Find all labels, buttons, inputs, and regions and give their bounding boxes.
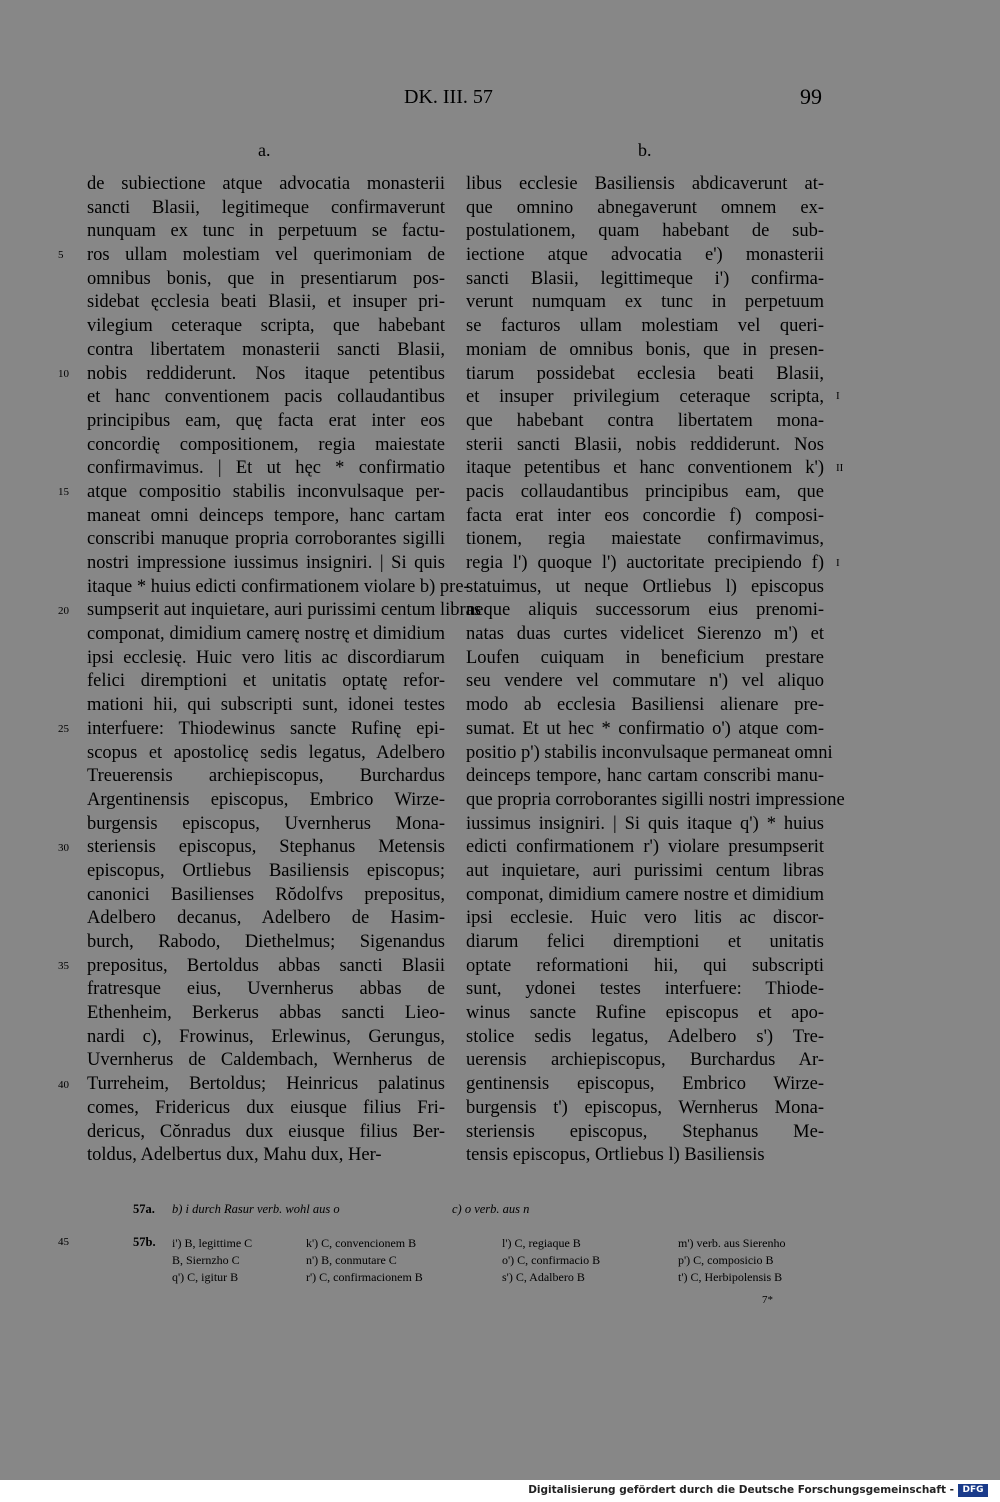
dfg-logo: DFG — [958, 1484, 988, 1497]
column-b-line: modo ab ecclesia Basiliensi alienare pre- — [466, 695, 824, 716]
column-b-line: winus sancte Rufine episcopus et apo- — [466, 1003, 824, 1024]
column-a-line: contra libertatem monasterii sancti Blasii, — [87, 339, 445, 360]
line-number: 10 — [58, 368, 69, 380]
line-number: 40 — [58, 1079, 69, 1091]
column-b-line: stolice sedis legatus, Adelbero s') Tre- — [466, 1026, 824, 1047]
column-b-line: statuimus, ut neque Ortliebus l) episcopus — [466, 576, 824, 597]
column-a-line: dericus, Cŏnradus dux eiusque filius Ber- — [87, 1121, 445, 1142]
column-b-line: deinceps tempore, hanc cartam conscribi manu- — [466, 766, 824, 787]
footnote-a-text: c) o verb. aus n — [452, 1202, 530, 1216]
line-number: 45 — [58, 1236, 69, 1248]
column-b-line: neque aliquis successorum eius prenomi- — [466, 600, 824, 621]
column-a-line: ipsi ecclesię. Huic vero litis ac discordiarum — [87, 647, 445, 668]
footnote-entry: k') C, convencionem B — [306, 1236, 417, 1250]
footnote-a-text: b) i durch Rasur verb. wohl aus o — [172, 1202, 340, 1216]
column-b-line: regia l') quoque l') auctoritate precipiendo f) — [466, 553, 824, 573]
line-number: 20 — [58, 605, 69, 617]
column-b-line: que habebant contra libertatem mona- — [466, 410, 824, 431]
column-b-line: ipsi ecclesie. Huic vero litis ac discor- — [466, 908, 824, 929]
column-a-line: itaque * huius edicti confirmationem violare b) pre- — [87, 576, 470, 597]
column-b-line: sterii sancti Blasii, nobis reddiderunt. Nos — [466, 434, 824, 455]
column-b-line: iectione atque advocatia e') monasterii — [466, 245, 824, 266]
column-a-line: sidebat ęcclesia beati Blasii, et insuper pri- — [87, 292, 445, 313]
column-b-line: sunt, ydonei testes interfuere: Thiode- — [466, 979, 824, 1000]
footnote-row — [172, 1269, 785, 1286]
column-b-line: aut inquietare, auri purissimi centum libras — [466, 860, 824, 881]
column-a-line: vilegium ceteraque scripta, que habebant — [87, 316, 445, 337]
column-a-line: Argentinensis episcopus, Embrico Wirze- — [87, 789, 445, 810]
column-b-line: iussimus insigniri. | Si quis itaque q') * huius — [466, 813, 824, 834]
line-number: 35 — [58, 960, 69, 972]
column-a-line: steriensis episcopus, Stephanus Metensis — [87, 837, 445, 858]
column-a-line: mationi hii, qui subscripti sunt, idonei testes — [87, 695, 445, 716]
footnote-entry: s') C, Adalbero B — [502, 1270, 585, 1284]
footnote-b-label: 57b. — [133, 1235, 156, 1249]
footnote-entry: n') B, conmutare C — [306, 1253, 397, 1267]
column-a-line: burch, Rabodo, Diethelmus; Sigenandus — [87, 932, 445, 952]
footnote-entry: p') C, composicio B — [678, 1253, 774, 1267]
column-b-line: et insuper privilegium ceteraque scripta, — [466, 387, 824, 408]
column-a-line: ros ullam molestiam vel querimoniam de — [87, 245, 445, 266]
footnote-entry: i') B, legittime C — [172, 1236, 253, 1250]
column-b-heading: b. — [638, 140, 652, 160]
column-a-line: Treuerensis archiepiscopus, Burchardus — [87, 766, 445, 787]
column-b-line: tensis episcopus, Ortliebus l) Basiliensis — [466, 1145, 765, 1166]
running-title: DK. III. 57 — [404, 86, 493, 108]
column-a-line: nunquam ex tunc in perpetuum se factu- — [87, 221, 445, 242]
column-b-line: sancti Blasii, legittimeque i') confirma- — [466, 268, 824, 289]
column-b-line: pacis collaudantibus principibus eam, que — [466, 481, 824, 502]
page-number: 99 — [800, 84, 822, 109]
column-a-line: sumpserit aut inquietare, auri purissimi centum libras — [87, 600, 482, 621]
column-b-line: positio p') stabilis inconvulsaque permaneat omni — [466, 742, 833, 763]
column-b-line: optate reformationi hii, qui subscripti — [466, 955, 824, 976]
column-a-line: burgensis episcopus, Uvernherus Mona- — [87, 813, 445, 834]
footnote-b-list — [172, 1235, 785, 1286]
footnote-entry: r') C, confirmacionem B — [306, 1270, 423, 1284]
column-a-line: atque compositio stabilis inconvulsaque per- — [87, 481, 445, 502]
column-a-line: et hanc conventionem pacis collaudantibus — [87, 387, 445, 408]
column-b-line: verunt numquam ex tunc in perpetuum — [466, 292, 824, 313]
column-a-line: principibus eam, quę facta erat inter eos — [87, 410, 445, 431]
signature-mark: 7* — [762, 1294, 773, 1306]
column-a-line: maneat omni deinceps tempore, hanc cartam — [87, 505, 445, 526]
column-a-line: episcopus, Ortliebus Basiliensis episcopus; — [87, 860, 445, 881]
line-number: 25 — [58, 723, 69, 735]
column-a-line: scopus et apostolicę sedis legatus, Adelbero — [87, 742, 445, 763]
column-a-line: nardi c), Frowinus, Erlewinus, Gerungus, — [87, 1026, 445, 1047]
line-number: 15 — [58, 486, 69, 498]
column-b-line: tiarum possidebat ecclesia beati Blasii, — [466, 363, 824, 384]
column-a-heading: a. — [258, 140, 271, 160]
column-b-line: que omnino abnegaverunt omnem ex- — [466, 197, 824, 218]
column-b-line: edicti confirmationem r') violare presumpserit — [466, 837, 824, 858]
column-a-line: toldus, Adelbertus dux, Mahu dux, Her- — [87, 1145, 382, 1166]
column-b-line: sumat. Et ut hec * confirmatio o') atque com- — [466, 718, 824, 739]
footnote-entry: q') C, igitur B — [172, 1270, 239, 1284]
footnote-entry: t') C, Herbipolensis B — [678, 1270, 783, 1284]
footnote-entry: m') verb. aus Sierenho — [678, 1236, 786, 1250]
column-b-line: componat, dimidium camere nostre et dimidium — [466, 884, 824, 905]
column-a-line: interfuere: Thiodewinus sancte Rufinę epi- — [87, 718, 445, 739]
column-b-line: tionem, regia maiestate confirmavimus, — [466, 529, 824, 550]
margin-mark: II — [836, 462, 844, 474]
footnote-entry: o') C, confirmacio B — [502, 1253, 601, 1267]
column-b-line: steriensis episcopus, Stephanus Me- — [466, 1121, 824, 1142]
column-a-line: comes, Fridericus dux eiusque filius Fri- — [87, 1097, 445, 1118]
column-a-text — [87, 173, 482, 1168]
column-b-line: itaque petentibus et hanc conventionem k') — [466, 458, 824, 479]
line-number: 5 — [58, 249, 64, 261]
column-b-line: moniam de omnibus bonis, que in presen- — [466, 339, 824, 360]
column-a-line: sancti Blasii, legitimeque confirmaverunt — [87, 197, 445, 218]
column-a-line: nostri impressione iussimus insigniri. | Si quis — [87, 553, 445, 573]
column-b-line: gentinensis episcopus, Embrico Wirze- — [466, 1074, 824, 1095]
column-a-line: Uvernherus de Caldembach, Wernherus de — [87, 1050, 445, 1071]
column-a-line: fratresque eius, Uvernherus abbas de — [87, 979, 445, 1000]
column-a-line: Ethenheim, Berkerus abbas sancti Lieo- — [87, 1003, 445, 1024]
column-b-line: Loufen cuiquam in beneficium prestare — [466, 647, 824, 668]
column-a-line: Turreheim, Bertoldus; Heinricus palatinus — [87, 1074, 445, 1095]
column-b-text — [466, 173, 845, 1168]
column-b-line: natas duas curtes videlicet Sierenzo m') et — [466, 624, 824, 645]
footnote-entry: l') C, regiaque B — [502, 1236, 581, 1250]
column-b-line: se facturos ullam molestiam vel queri- — [466, 316, 824, 337]
column-a-line: concordię compositionem, regia maiestate — [87, 434, 445, 455]
column-b-line: burgensis t') episcopus, Wernherus Mona- — [466, 1097, 824, 1118]
column-a-line: Adelbero decanus, Adelbero de Hasim- — [87, 908, 445, 929]
footnote-a-label: 57a. — [133, 1202, 155, 1216]
margin-mark: I — [836, 557, 840, 569]
column-a-line: de subiectione atque advocatia monasterii — [87, 174, 445, 194]
credit-text: Digitalisierung gefördert durch die Deutsche Forschungsgemeinschaft - — [528, 1484, 954, 1496]
footnote-entry: B, Siernzho C — [172, 1253, 240, 1267]
column-b-line: facta erat inter eos concordie f) composi- — [466, 505, 824, 526]
margin-mark: I — [836, 390, 840, 402]
column-a-line: canonici Basilienses Rŏdolfvs prepositus, — [87, 884, 445, 905]
column-a-line: felici diremptioni et unitatis optatę refor- — [87, 671, 445, 692]
column-b-line: seu vendere vel commutare n') vel aliquo — [466, 671, 824, 692]
column-b-line: que propria corroborantes sigilli nostri impressione — [466, 789, 845, 810]
column-a-line: confirmavimus. | Et ut hęc * confirmatio — [87, 458, 445, 479]
footnote-row — [172, 1235, 785, 1252]
column-a-line: conscribi manuque propria corroborantes sigilli — [87, 529, 445, 550]
column-b-line: libus ecclesie Basiliensis abdicaverunt at- — [466, 174, 824, 194]
column-b-line: uerensis archiepiscopus, Burchardus Ar- — [466, 1050, 824, 1071]
footnote-row — [172, 1252, 785, 1269]
column-a-line: componat, dimidium camerę nostrę et dimidium — [87, 624, 445, 645]
column-a-line: omnibus bonis, que in presentiarum pos- — [87, 268, 445, 289]
column-b-line: postulationem, quam habebant de sub- — [466, 221, 824, 242]
column-a-line: nobis reddiderunt. Nos itaque petentibus — [87, 363, 445, 384]
column-a-line: prepositus, Bertoldus abbas sancti Blasii — [87, 955, 445, 976]
column-b-line: diarum felici diremptioni et unitatis — [466, 932, 824, 952]
credit-bar — [0, 1480, 1000, 1502]
line-number: 30 — [58, 842, 69, 854]
